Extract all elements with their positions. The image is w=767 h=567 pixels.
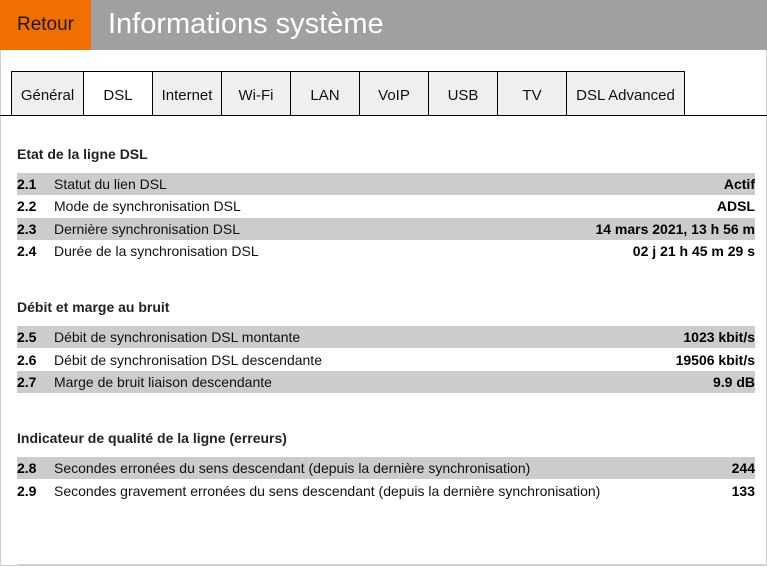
tab-bar xyxy=(11,71,685,116)
row-label: Débit de synchronisation DSL descendante xyxy=(54,352,322,368)
tab-tv[interactable]: TV xyxy=(498,71,567,116)
row-label: Mode de synchronisation DSL xyxy=(54,198,241,214)
tab-general[interactable]: Général xyxy=(11,71,84,116)
row-number: 2.9 xyxy=(17,483,37,499)
row-label: Secondes gravement erronées du sens descendant (depuis la dernière synchronisation) xyxy=(54,483,601,499)
page-title: Informations système xyxy=(108,8,384,40)
row-number: 2.7 xyxy=(17,374,37,390)
row-label: Secondes erronées du sens descendant (depuis la dernière synchronisation) xyxy=(54,460,531,476)
row-value: 9.9 dB xyxy=(712,374,755,390)
tab-lan[interactable]: LAN xyxy=(291,71,360,116)
row-number: 2.8 xyxy=(17,460,37,476)
row-label: Dernière synchronisation DSL xyxy=(54,221,240,237)
row-label: Statut du lien DSL xyxy=(54,176,167,192)
table-row xyxy=(17,480,755,502)
section-title-dsl-state: Etat de la ligne DSL xyxy=(17,146,148,162)
tab-usb[interactable]: USB xyxy=(429,71,498,116)
table-row xyxy=(17,349,755,371)
tab-dsl[interactable]: DSL xyxy=(84,71,153,116)
row-label: Débit de synchronisation DSL montante xyxy=(54,329,301,345)
row-number: 2.5 xyxy=(17,329,37,345)
tab-internet[interactable]: Internet xyxy=(153,71,222,116)
row-label: Marge de bruit liaison descendante xyxy=(54,374,272,390)
tab-wifi[interactable]: Wi-Fi xyxy=(222,71,291,116)
section-title-line-quality: Indicateur de qualité de la ligne (erreurs) xyxy=(17,430,287,446)
row-value: 14 mars 2021, 13 h 56 m xyxy=(595,221,755,237)
section-title-rate-margin: Débit et marge au bruit xyxy=(17,299,170,315)
row-value: 1023 kbit/s xyxy=(683,329,755,345)
table-row xyxy=(17,457,755,479)
tab-voip[interactable]: VoIP xyxy=(360,71,429,116)
row-number: 2.2 xyxy=(17,198,37,214)
bottom-divider xyxy=(17,564,765,565)
row-value: 02 j 21 h 45 m 29 s xyxy=(632,243,755,259)
row-value: 133 xyxy=(731,483,755,499)
table-row xyxy=(17,195,755,217)
table-row xyxy=(17,240,755,262)
table-row xyxy=(17,371,755,393)
table-row xyxy=(17,326,755,348)
row-value: 19506 kbit/s xyxy=(675,352,755,368)
table-row xyxy=(17,218,755,240)
row-value: Actif xyxy=(723,176,755,192)
row-value: 244 xyxy=(731,460,755,476)
table-row xyxy=(17,173,755,195)
row-number: 2.1 xyxy=(17,176,37,192)
row-value: ADSL xyxy=(716,198,755,214)
row-number: 2.4 xyxy=(17,243,37,259)
header-bar xyxy=(0,0,767,50)
tab-dsl-advanced[interactable]: DSL Advanced xyxy=(567,71,685,116)
tabs-divider xyxy=(0,115,767,116)
row-label: Durée de la synchronisation DSL xyxy=(54,243,259,259)
row-number: 2.6 xyxy=(17,352,37,368)
back-button[interactable]: Retour xyxy=(0,0,91,50)
row-number: 2.3 xyxy=(17,221,37,237)
